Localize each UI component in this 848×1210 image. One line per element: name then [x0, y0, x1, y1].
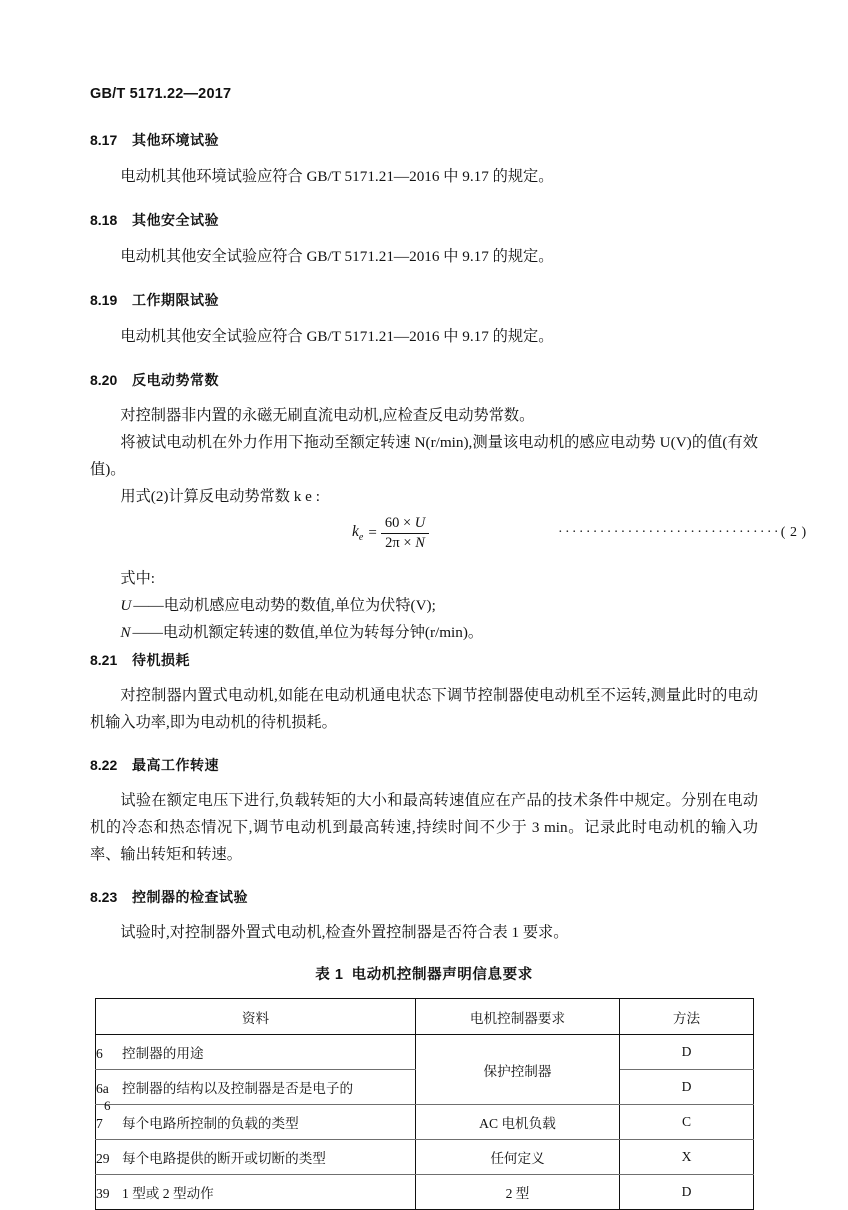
row-index-2: 7 [96, 1116, 103, 1131]
table-1-container [95, 998, 753, 1210]
formula-block [90, 515, 807, 561]
cell-method-0: D [620, 1035, 754, 1070]
column-header-method: 方法 [620, 999, 754, 1035]
row-index-3: 29 [96, 1151, 110, 1166]
cell-requirement-merged: 保护控制器 [416, 1035, 620, 1105]
row-info-text-2: 每个电路所控制的负载的类型 [122, 1116, 299, 1131]
clause-title-8-23: 控制器的检查试验 [132, 889, 248, 905]
row-info-text-1: 控制器的结构以及控制器是否是电子的 [122, 1081, 354, 1096]
row-index-1: 6a [96, 1081, 109, 1096]
formula-fraction [381, 515, 429, 552]
clause-heading-8-22 [90, 755, 219, 775]
leader-dots: ································ [558, 525, 781, 540]
formula-denominator: 2π × N [385, 535, 425, 551]
clause-heading-8-21 [90, 650, 190, 670]
formula-lhs: $k_e$ [352, 523, 364, 544]
where-dash-U: —— [133, 597, 164, 614]
clause-heading-8-20 [90, 370, 219, 390]
column-header-requirement: 电机控制器要求 [416, 999, 620, 1035]
clause-heading-8-18 [90, 210, 219, 230]
cell-info-2 [96, 1105, 416, 1140]
clause-heading-8-17 [90, 130, 219, 150]
cell-info-0 [96, 1035, 416, 1070]
where-item-N [90, 619, 758, 646]
table-row [96, 1140, 754, 1175]
clause-title-8-18: 其他安全试验 [132, 212, 219, 228]
where-symbol-U: U [120, 597, 132, 614]
clause-heading-8-23 [90, 887, 248, 907]
clause-number-8-19: 8.19 [90, 292, 118, 308]
where-text-N: 电动机额定转速的数值,单位为转每分钟(r/min)。 [162, 624, 484, 641]
cell-requirement-2: AC 电机负载 [416, 1105, 620, 1140]
clause-title-8-21: 待机损耗 [132, 652, 190, 668]
clause-number-8-22: 8.22 [90, 757, 118, 773]
clause-paragraph-8-19: 电动机其他安全试验应符合 GB/T 5171.21—2016 中 9.17 的规定。 [120, 328, 554, 345]
row-info-text-3: 每个电路提供的断开或切断的类型 [122, 1151, 326, 1166]
clause-title-8-22: 最高工作转速 [132, 757, 219, 773]
formula-numerator: 60 × U [381, 515, 429, 534]
equation-number-row [558, 525, 807, 541]
clause-title-8-20: 反电动势常数 [132, 372, 219, 388]
clause-heading-8-19 [90, 290, 219, 310]
table-row [96, 1105, 754, 1140]
table-caption [90, 963, 758, 984]
running-header-standard-number: GB/T 5171.22—2017 [90, 86, 232, 102]
page-folio: 6 [104, 1098, 111, 1113]
cell-info-4 [96, 1175, 416, 1210]
controller-declaration-table [95, 998, 754, 1210]
row-index-4: 39 [96, 1186, 110, 1201]
clause-paragraph-8-23: 试验时,对控制器外置式电动机,检查外置控制器是否符合表 1 要求。 [120, 924, 569, 941]
cell-info-1 [96, 1070, 416, 1105]
where-block [90, 565, 758, 646]
where-dash-N: —— [132, 624, 163, 641]
clause-title-8-19: 工作期限试验 [132, 292, 219, 308]
clause-number-8-21: 8.21 [90, 652, 118, 668]
cell-requirement-4: 2 型 [416, 1175, 620, 1210]
row-info-text-0: 控制器的用途 [122, 1046, 204, 1061]
clause-title-8-17: 其他环境试验 [132, 132, 219, 148]
clause-number-8-23: 8.23 [90, 889, 118, 905]
formula-equals-sign: = [368, 525, 377, 541]
cell-method-3: X [620, 1140, 754, 1175]
cell-info-3 [96, 1140, 416, 1175]
table-caption-number: 表 1 [315, 967, 344, 983]
clause-number-8-18: 8.18 [90, 212, 118, 228]
back-emf-constant-formula [352, 515, 429, 552]
clause-paragraph-8-17: 电动机其他环境试验应符合 GB/T 5171.21—2016 中 9.17 的规定。 [120, 168, 554, 185]
row-info-text-4: 1 型或 2 型动作 [122, 1186, 214, 1201]
clause-paragraph-8-18: 电动机其他安全试验应符合 GB/T 5171.21—2016 中 9.17 的规定。 [120, 248, 554, 265]
table-row [96, 1175, 754, 1210]
cell-method-4: D [620, 1175, 754, 1210]
where-label: 式中: [120, 570, 155, 587]
row-index-0: 6 [96, 1046, 103, 1061]
clause-paragraph-8-20-2: 将被试电动机在外力作用下拖动至额定转速 N(r/min),测量该电动机的感应电动势 U(V)的值(有效值)。 [90, 434, 758, 478]
equation-number: ( 2 ) [780, 525, 807, 540]
where-text-U: 电动机感应电动势的数值,单位为伏特(V); [163, 597, 436, 614]
clause-paragraph-8-22: 试验在额定电压下进行,负载转矩的大小和最高转速值应在产品的技术条件中规定。分别在电动机的冷态和热态情况下,调节电动机到最高转速,持续时间不少于 3 min。记录此时电动机的输入功率、输出转矩和转速。 [90, 792, 758, 863]
table-row [96, 1035, 754, 1070]
table-caption-title: 电动机控制器声明信息要求 [351, 967, 533, 983]
column-header-info: 资料 [96, 999, 416, 1035]
where-item-U [90, 592, 758, 619]
table-header-row [96, 999, 754, 1035]
cell-method-2: C [620, 1105, 754, 1140]
clause-paragraph-8-21: 对控制器内置式电动机,如能在电动机通电状态下调节控制器使电动机至不运转,测量此时的电动机输入功率,即为电动机的待机损耗。 [90, 687, 758, 731]
cell-requirement-3: 任何定义 [416, 1140, 620, 1175]
clause-paragraph-8-20-3: 用式(2)计算反电动势常数 k e : [120, 488, 320, 505]
where-symbol-N: N [120, 624, 131, 641]
cell-method-1: D [620, 1070, 754, 1105]
clause-number-8-17: 8.17 [90, 132, 118, 148]
clause-number-8-20: 8.20 [90, 372, 118, 388]
clause-paragraph-8-20-1: 对控制器非内置的永磁无刷直流电动机,应检查反电动势常数。 [120, 407, 535, 424]
